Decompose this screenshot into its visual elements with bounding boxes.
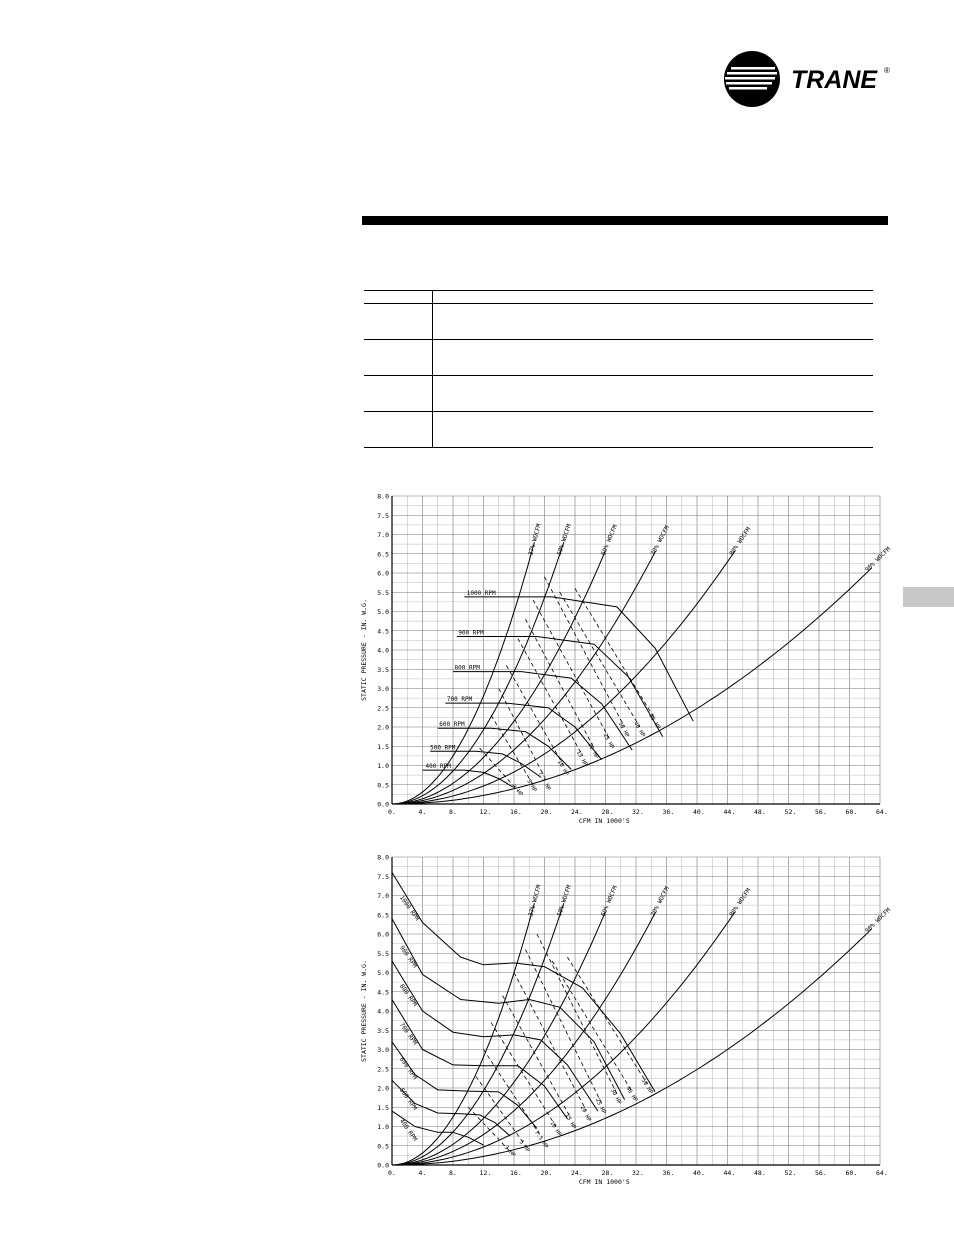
x-tick-label: 4. — [418, 1169, 427, 1177]
rpm-label: 800 RPM — [397, 983, 419, 1008]
table-row — [364, 340, 873, 376]
table-header-cell — [364, 291, 433, 304]
x-tick-label: 36. — [662, 1169, 675, 1177]
system-curve-label: 70% WOCFM — [649, 885, 672, 918]
hp-label: 30 HP — [616, 721, 630, 739]
system-curve — [392, 929, 872, 1165]
x-tick-label: 44. — [723, 1169, 736, 1177]
hp-label: 50 HP — [639, 1078, 654, 1096]
x-tick-label: 24. — [571, 1169, 583, 1177]
hp-line — [518, 638, 583, 755]
x-tick-label: 32. — [632, 1169, 644, 1177]
rpm-label: 700 RPM — [397, 1021, 419, 1047]
rpm-label: 500 RPM — [397, 1086, 419, 1112]
x-axis-label: CFM IN 1000'S — [578, 1178, 630, 1186]
rpm-label: 400 RPM — [425, 763, 451, 771]
x-tick-label: 20. — [540, 808, 553, 816]
y-tick-label: 3.0 — [377, 1046, 389, 1054]
hp-line — [545, 577, 625, 727]
system-curve-label: 50% WOCFM — [555, 523, 573, 557]
system-curve-label: 70% WOCFM — [649, 524, 672, 557]
rpm-curve — [392, 961, 598, 1111]
x-tick-label: 0. — [388, 1169, 396, 1177]
system-curve-label: 50% WOCFM — [555, 884, 573, 918]
rpm-label: 1000 RPM — [397, 894, 421, 923]
system-curve — [392, 568, 872, 804]
table-cell — [364, 412, 433, 448]
rpm-label: 600 RPM — [397, 1056, 419, 1081]
y-tick-label: 6.0 — [377, 569, 389, 578]
table-cell — [364, 340, 433, 376]
rpm-curve — [392, 1042, 537, 1129]
y-tick-label: 3.5 — [377, 665, 389, 674]
system-curve-label: 60% WOCFM — [599, 884, 620, 918]
hp-line — [575, 588, 655, 719]
hp-label: 15 HP — [563, 1112, 577, 1131]
system-curve-label: 60% WOCFM — [599, 523, 620, 557]
hp-label: 10 HP — [548, 1120, 563, 1138]
hp-label: 40 HP — [624, 1085, 639, 1104]
x-tick-label: 16. — [510, 1169, 522, 1177]
y-tick-label: 0.5 — [377, 781, 389, 790]
x-tick-label: 48. — [754, 1169, 766, 1177]
y-tick-label: 5.5 — [377, 588, 389, 597]
y-tick-label: 5.0 — [377, 608, 389, 616]
hp-label: 7.5 HP — [536, 771, 552, 792]
x-axis-label: CFM IN 1000'S — [578, 817, 630, 825]
y-tick-label: 1.0 — [377, 762, 389, 770]
table-cell — [433, 304, 874, 340]
y-tick-label: 4.0 — [377, 1007, 389, 1016]
y-tick-label: 7.5 — [377, 872, 389, 881]
x-tick-label: 12. — [479, 808, 492, 816]
hp-label: 25 HP — [601, 732, 615, 751]
system-curve-label: 37% WOCFM — [527, 884, 543, 918]
y-tick-label: 4.5 — [377, 627, 389, 636]
hp-line — [552, 961, 632, 1092]
x-tick-label: 4. — [418, 808, 427, 816]
y-tick-label: 0.0 — [377, 800, 389, 809]
brand-name: TRANE — [791, 66, 878, 94]
hp-label: 20 HP — [578, 1105, 592, 1123]
x-tick-label: 8. — [449, 1169, 457, 1177]
grid — [392, 857, 880, 1165]
table-cell — [364, 304, 433, 340]
table-row — [364, 376, 873, 412]
rpm-label: 1000 RPM — [466, 589, 496, 597]
rpm-label: 500 RPM — [430, 744, 456, 752]
y-tick-label: 7.0 — [377, 892, 389, 900]
y-tick-label: 4.5 — [377, 988, 389, 997]
hp-label: 30 HP — [609, 1087, 622, 1106]
y-tick-label: 3.0 — [377, 685, 389, 693]
registered-mark: ® — [884, 66, 890, 75]
section-tab — [903, 587, 954, 607]
table-cell — [433, 412, 874, 448]
y-tick-label: 2.0 — [377, 1084, 389, 1093]
x-tick-label: 48. — [754, 808, 766, 816]
hp-label: 3 HP — [502, 1144, 517, 1159]
hp-label: 3 HP — [510, 783, 524, 798]
system-curve — [392, 912, 735, 1165]
y-axis-label: STATIC PRESSURE - IN. W.G. — [360, 599, 368, 701]
x-tick-label: 28. — [601, 808, 614, 816]
x-tick-label: 60. — [845, 808, 858, 816]
x-tick-label: 44. — [723, 808, 736, 816]
y-tick-label: 6.5 — [377, 550, 389, 559]
trane-logo-graphic — [723, 50, 893, 108]
system-curve-label: 90% WOCFM — [863, 906, 893, 935]
hp-line — [491, 715, 533, 784]
y-tick-label: 2.5 — [377, 1065, 389, 1074]
y-tick-label: 6.0 — [377, 930, 389, 939]
x-tick-label: 64. — [876, 1169, 888, 1177]
spec-table — [364, 290, 873, 448]
system-curve-label: 37% WOCFM — [527, 523, 543, 557]
system-curve — [392, 903, 564, 1165]
header-rule — [362, 216, 888, 225]
table-row — [364, 412, 873, 448]
table-row — [364, 304, 873, 340]
hp-label: 15 HP — [574, 749, 589, 768]
x-tick-label: 20. — [540, 1169, 553, 1177]
table-cell — [433, 340, 874, 376]
y-axis-label: STATIC PRESSURE - IN. W.G. — [360, 960, 368, 1062]
hp-label: 25 HP — [593, 1097, 607, 1116]
y-tick-label: 0.5 — [377, 1142, 389, 1151]
rpm-curve — [392, 919, 625, 1100]
y-tick-label: 1.5 — [377, 1103, 389, 1112]
y-tick-label: 3.5 — [377, 1026, 389, 1035]
hp-label: 40 HP — [632, 720, 646, 739]
table-cell — [364, 376, 433, 412]
x-tick-label: 64. — [876, 808, 888, 816]
grid — [392, 496, 880, 804]
rpm-label: 600 RPM — [439, 721, 465, 729]
x-tick-label: 24. — [571, 808, 583, 816]
y-tick-label: 1.5 — [377, 742, 389, 751]
x-tick-label: 52. — [784, 808, 797, 816]
x-tick-label: 16. — [510, 808, 522, 816]
system-curve-label: 90% WOCFM — [863, 545, 893, 574]
hp-label: 10 HP — [555, 759, 570, 777]
table-cell — [433, 376, 874, 412]
table-header-cell — [433, 291, 874, 304]
rpm-label: 900 RPM — [397, 944, 419, 970]
x-tick-label: 8. — [449, 808, 457, 816]
hp-label: 50 HP — [647, 713, 662, 731]
x-tick-label: 56. — [815, 1169, 827, 1177]
trane-logo — [723, 50, 893, 108]
hp-label: 7.5 HP — [533, 1129, 549, 1150]
rpm-label: 900 RPM — [458, 629, 484, 637]
y-tick-label: 6.5 — [377, 911, 389, 920]
rpm-label: 400 RPM — [397, 1117, 419, 1143]
fan-curve-chart-1-svg — [356, 490, 896, 825]
y-tick-label: 2.0 — [377, 723, 389, 732]
x-tick-label: 40. — [693, 808, 705, 816]
hp-label: 20 HP — [586, 742, 600, 760]
y-tick-label: 1.0 — [377, 1123, 389, 1131]
x-tick-label: 40. — [693, 1169, 705, 1177]
y-tick-label: 7.5 — [377, 511, 389, 520]
hp-line — [506, 665, 563, 765]
x-tick-label: 12. — [479, 1169, 492, 1177]
fan-curve-chart-2-svg — [356, 851, 896, 1186]
x-tick-label: 28. — [601, 1169, 614, 1177]
y-tick-label: 7.0 — [377, 531, 389, 539]
y-tick-label: 8.0 — [377, 853, 389, 862]
system-curve-label: 80% WOCFM — [728, 887, 753, 918]
y-tick-label: 8.0 — [377, 492, 389, 501]
system-curve-label: 80% WOCFM — [728, 526, 753, 557]
y-tick-label: 5.0 — [377, 969, 389, 977]
x-tick-label: 52. — [784, 1169, 797, 1177]
rpm-label: 800 RPM — [454, 664, 480, 672]
x-tick-label: 60. — [845, 1169, 858, 1177]
x-tick-label: 56. — [815, 808, 827, 816]
hp-line — [503, 996, 572, 1119]
table-header-row — [364, 291, 873, 304]
y-tick-label: 5.5 — [377, 949, 389, 958]
y-tick-label: 4.0 — [377, 646, 389, 655]
x-tick-label: 0. — [388, 808, 396, 816]
y-tick-label: 2.5 — [377, 704, 389, 713]
x-tick-label: 32. — [632, 808, 644, 816]
hp-label: 5 HP — [525, 778, 538, 794]
hp-label: 5 HP — [517, 1139, 531, 1154]
y-tick-label: 0.0 — [377, 1161, 389, 1170]
fan-curve-chart-2 — [356, 851, 896, 1186]
hp-line — [537, 934, 617, 1094]
fan-curve-chart-1 — [356, 490, 896, 825]
x-tick-label: 36. — [662, 808, 675, 816]
rpm-label: 700 RPM — [446, 696, 473, 704]
